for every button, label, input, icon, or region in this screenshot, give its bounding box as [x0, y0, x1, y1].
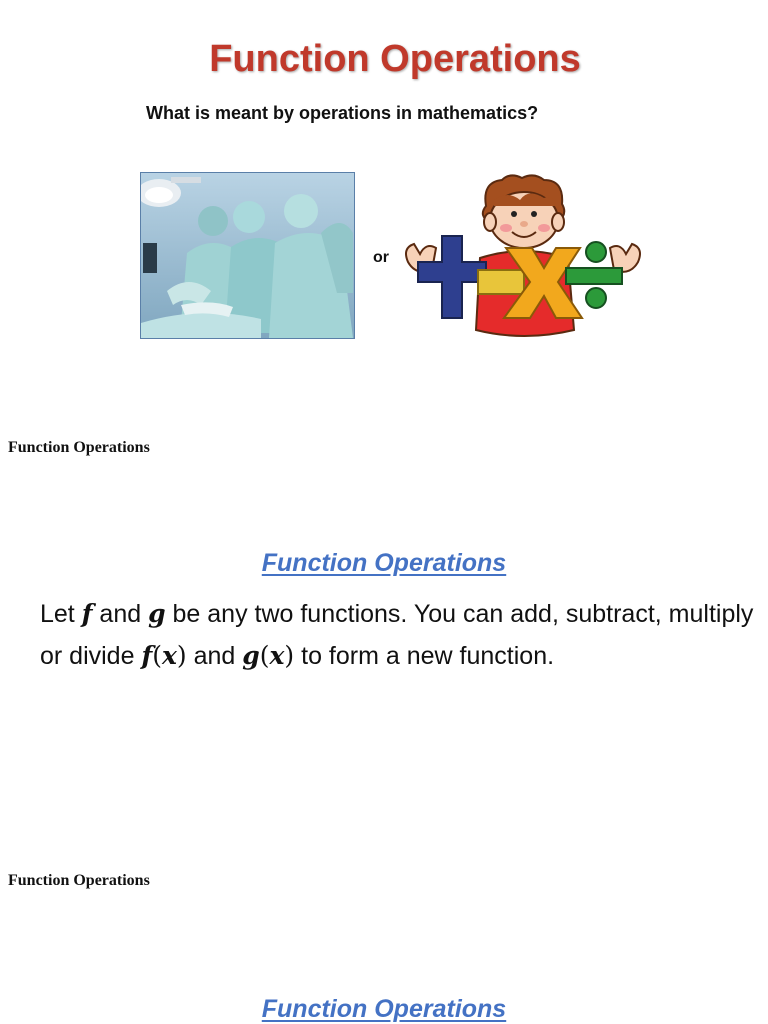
paren-close: ) — [176, 641, 187, 670]
body-text: and — [92, 600, 149, 628]
paren-open: ( — [152, 641, 162, 670]
function-g-symbol: g — [242, 641, 260, 670]
body-text: be any two functions. You can add, subtract, multiply or divide — [40, 600, 754, 670]
surgeons-photo — [140, 172, 355, 339]
slide-caption: Function Operations — [8, 439, 150, 456]
function-f-symbol: f — [141, 641, 153, 670]
math-symbols-boy-clipart — [398, 170, 648, 342]
slide-caption: Function Operations — [8, 872, 150, 889]
function-g-symbol: g — [148, 599, 166, 628]
slide-body-text — [40, 593, 760, 677]
or-label: or — [373, 249, 389, 266]
body-text: to form a new function. — [294, 642, 555, 670]
body-text: Let — [40, 600, 82, 628]
function-f-symbol: f — [81, 599, 93, 628]
paren-open: ( — [259, 641, 270, 670]
variable-x-symbol: x — [269, 641, 285, 670]
slide-title: Function Operations — [209, 38, 581, 80]
slide-question: What is meant by operations in mathematics? — [146, 103, 539, 123]
slide-heading: Function Operations — [261, 549, 507, 577]
variable-x-symbol: x — [161, 641, 177, 670]
slide-heading: Function Operations — [261, 995, 507, 1023]
paren-close: ) — [284, 641, 295, 670]
body-text: and — [186, 642, 243, 670]
